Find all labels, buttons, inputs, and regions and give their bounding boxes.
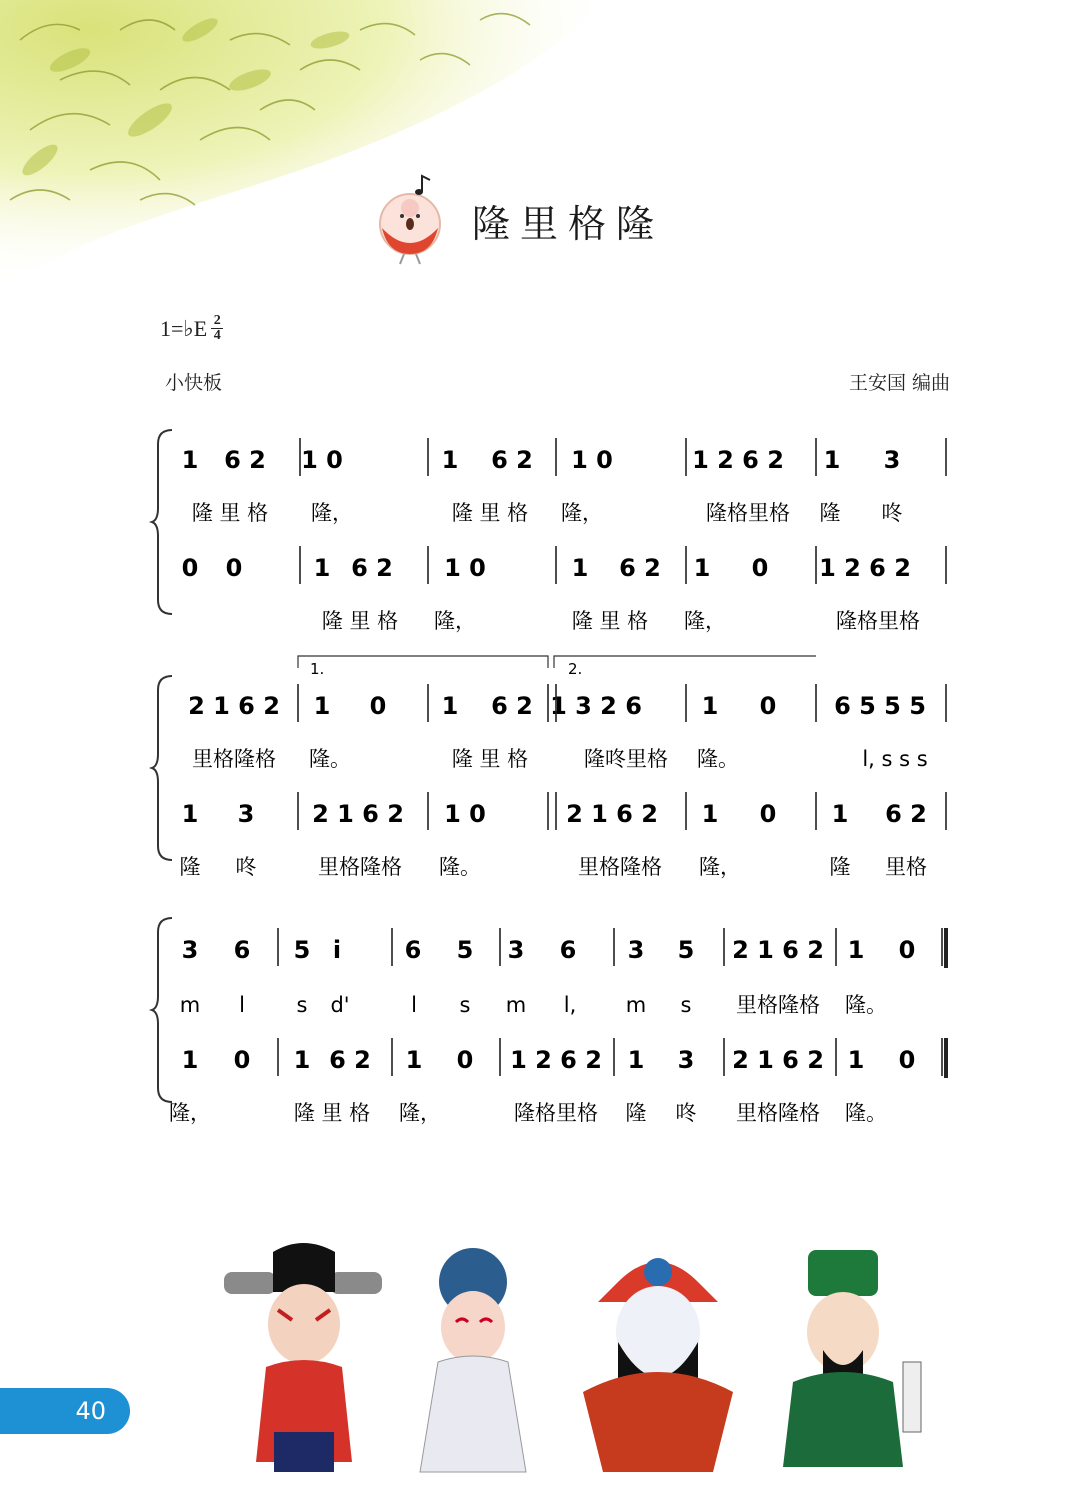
singing-mascot-icon [372,172,450,268]
song-title: 隆里格隆 [472,201,665,246]
lyric: 咚 [881,501,903,525]
composer-credit: 王安国 编曲 [848,372,950,394]
note: 1 0 [301,446,343,474]
general-character-icon [583,1258,733,1472]
lyric: 里格隆格 [736,1101,820,1125]
note: 6 [233,936,251,964]
lyric: 咚 [235,855,257,879]
lyric: 里格 [885,855,927,879]
lyric: m [505,993,527,1017]
lyric: 隆， [684,609,726,633]
note: 6 2 [491,692,533,720]
note: 6 2 [491,446,533,474]
note: 1 0 [571,446,613,474]
lyric: d' [330,993,350,1017]
note: 6 2 [885,800,927,828]
note: 6 [559,936,577,964]
note: i [332,936,342,964]
note: 0 [759,692,777,720]
lyric: m [625,993,647,1017]
note: 1 [181,800,199,828]
note: 0 [181,554,199,582]
lyric: m [179,993,201,1017]
lyric: 里格隆格 [192,747,276,771]
lady-character-icon [420,1248,526,1472]
lyric: 里格隆格 [318,855,402,879]
lyric: 咚 [675,1101,697,1125]
lyric: 隆。 [845,1101,887,1125]
note: 1 [441,446,459,474]
lyric: l, s s s [862,747,928,771]
note: 3 [627,936,645,964]
note: 3 [677,1046,695,1074]
note: 6 2 [351,554,393,582]
time-bottom: 4 [213,328,221,343]
lyric: 隆咚里格 [584,747,668,771]
page-number: 40 [0,1388,130,1434]
note: 0 [369,692,387,720]
lyric: 隆格里格 [706,501,790,525]
note: 0 [898,936,916,964]
note: 1 [701,800,719,828]
lyric: 里格隆格 [578,855,662,879]
note: 1 [701,692,719,720]
lyric: 隆 里 格 [451,501,529,525]
note: 5 [677,936,695,964]
lyric: l [239,993,245,1017]
note: 1 2 6 2 [510,1046,602,1074]
system-braces [152,430,172,1102]
note: 6 2 [224,446,266,474]
note: 5 [293,936,311,964]
note: 6 5 5 5 [834,692,926,720]
lyric: s [680,993,692,1017]
note: 0 [233,1046,251,1074]
note: 1 0 [444,800,486,828]
lyric: 隆。 [697,747,739,771]
note: 3 [883,446,901,474]
note: 0 [751,554,769,582]
key-label: 1=♭E [160,315,208,341]
volta-brackets [298,656,816,668]
note: 1 [181,1046,199,1074]
lyric: 隆， [169,1101,211,1125]
note: 1 [847,936,865,964]
lyric: s [296,993,308,1017]
lyric: 隆 [819,501,841,525]
lyric: 隆格里格 [836,609,920,633]
note: 1 2 6 2 [819,554,911,582]
note: 2 1 6 2 [312,800,404,828]
note: 1 [627,1046,645,1074]
note: 1 [823,446,841,474]
lyric: 隆。 [309,747,351,771]
note: 6 [404,936,422,964]
lyric: 隆 [179,855,201,879]
key-signature [160,314,223,343]
lyric: 隆。 [439,855,481,879]
lyric: 隆， [561,501,603,525]
note: 0 [225,554,243,582]
lyric: 隆， [311,501,353,525]
note: 6 2 [329,1046,371,1074]
tempo-marking: 小快板 [165,372,223,394]
lyric: l, [563,993,577,1017]
note: 1 [405,1046,423,1074]
lyric: 隆， [399,1101,441,1125]
scholar-character-icon [783,1250,921,1467]
lyric: 隆 里 格 [451,747,529,771]
note: 1 [293,1046,311,1074]
time-signature [211,314,223,343]
lyric: l [411,993,417,1017]
volta-second: 2. [568,660,583,678]
official-character-icon [224,1243,382,1472]
note: 2 1 6 2 [732,1046,824,1074]
lyric: s [459,993,471,1017]
note: 2 1 6 2 [732,936,824,964]
note: 1 [847,1046,865,1074]
note: 3 [507,936,525,964]
lyric: 隆 [625,1101,647,1125]
title-block [372,172,664,268]
lyric: 隆， [699,855,741,879]
note: 2 1 6 2 [566,800,658,828]
lyric: 隆 [829,855,851,879]
note: 1 [441,692,459,720]
note: 1 2 6 2 [692,446,784,474]
note: 0 [456,1046,474,1074]
note: 3 [237,800,255,828]
note: 0 [898,1046,916,1074]
opera-characters-illustration [218,1232,938,1492]
note: 1 [181,446,199,474]
note: 0 [759,800,777,828]
note: 1 0 [444,554,486,582]
note: 5 [456,936,474,964]
volta-first: 1. [310,660,325,678]
note: 1 [571,554,589,582]
lyric: 隆。 [845,993,887,1017]
lyric: 隆格里格 [514,1101,598,1125]
note: 3 [181,936,199,964]
time-top: 2 [213,313,221,328]
lyric: 隆 里 格 [321,609,399,633]
note: 6 2 [619,554,661,582]
note: 2 1 6 2 [188,692,280,720]
lyric: 隆 里 格 [191,501,269,525]
lyric: 里格隆格 [736,993,820,1017]
note: 1 [831,800,849,828]
lyric: 隆 里 格 [571,609,649,633]
note: 1 3 2 6 [550,692,642,720]
note: 1 [313,692,331,720]
note: 1 [693,554,711,582]
lyric: 隆， [434,609,476,633]
lyric: 隆 里 格 [293,1101,371,1125]
note: 1 [313,554,331,582]
